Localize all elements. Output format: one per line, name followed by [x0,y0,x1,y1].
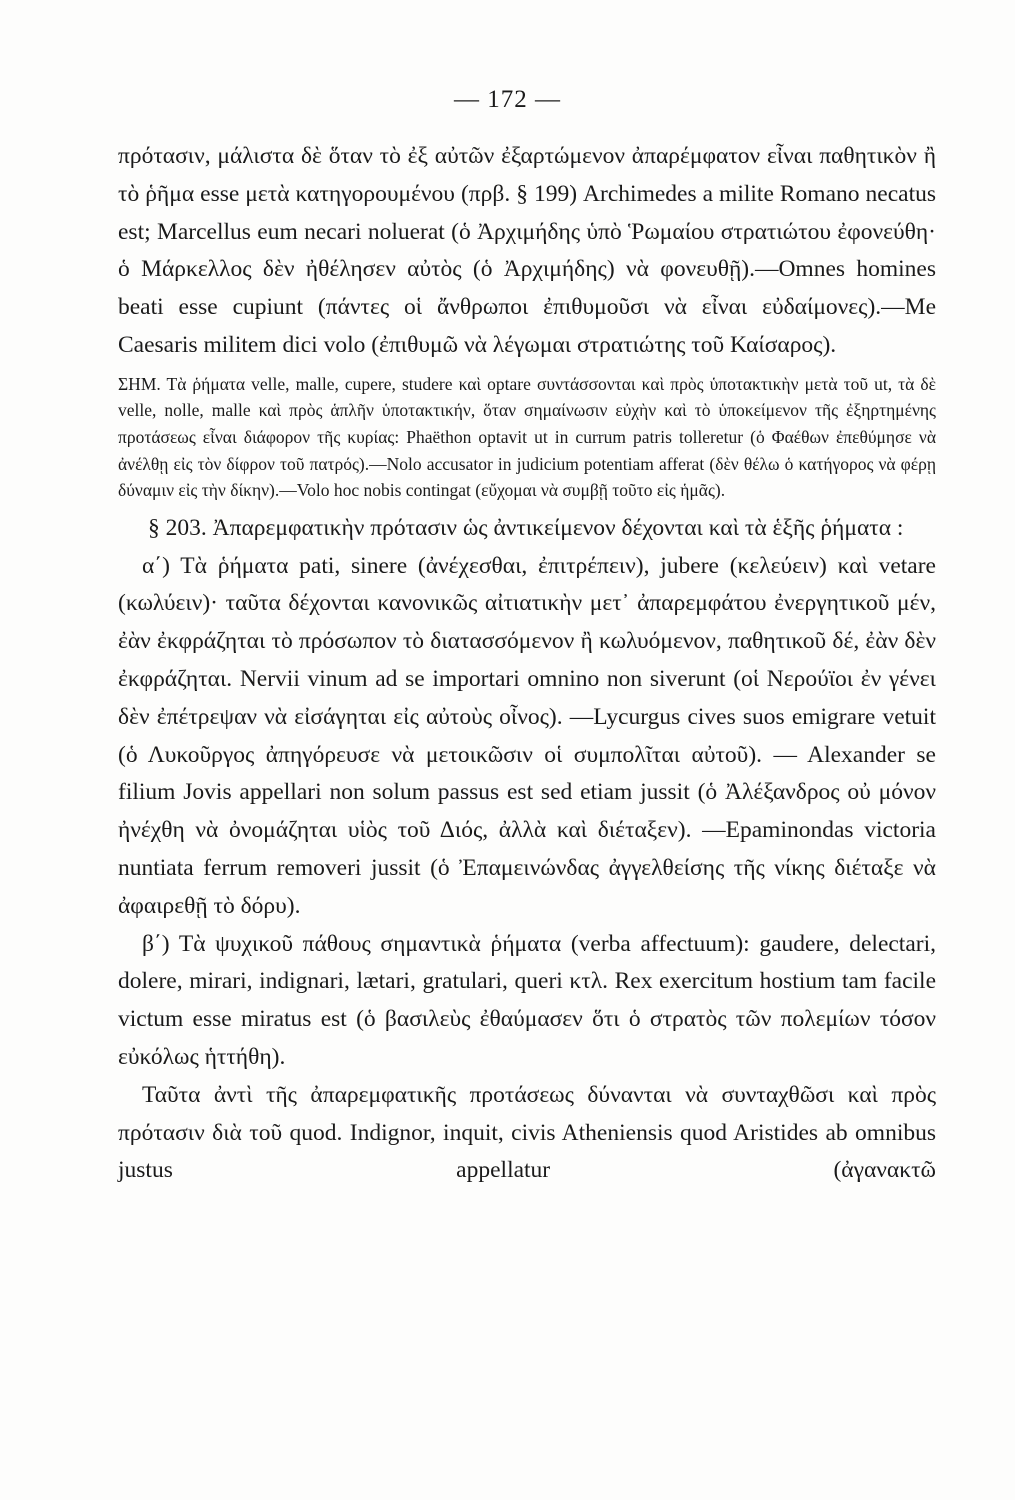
note-paragraph: ΣΗΜ. Τὰ ῥήματα velle, malle, cupere, studere καὶ optare συντάσσονται καὶ πρὸς ὑποτακτικὴν μετὰ τοῦ ut, τὰ δὲ velle, nolle, malle καὶ πρὸς ἁπλῆν ὑποτακτικήν, ὅταν σημαίνωσιν εὐχὴν καὶ τὸ ὑποκείμενον τῆς ἐξηρτημένης προτάσεως εἶναι διάφορον τῆς κυρίας: Phaëthon optavit ut in currum patris tolleretur (ὁ Φαέθων ἐπεθύμησε νὰ ἀνέλθῃ εἰς τὸν δίφρον τοῦ πατρός).—Nolo accusator in judicium potentiam afferat (δὲν θέλω ὁ κατήγορος νὰ φέρῃ δύναμιν εἰς τὴν δίκην).—Volo hoc nobis contingat (εὔχομαι νὰ συμβῇ τοῦτο εἰς ἡμᾶς). [118,373,936,501]
page-number: — 172 — [454,86,561,113]
paragraph-continuation: πρότασιν, μάλιστα δὲ ὅταν τὸ ἐξ αὐτῶν ἐξαρτώμενον ἀπαρέμφατον εἶναι παθητικὸν ἢ τὸ ῥῆμα esse μετὰ κατηγορουμένου (πρβ. § 199) Archimedes a milite Romano necatus est; Marcellus eum necari noluerat (ὁ Ἀρχιμήδης ὑπὸ Ῥωμαίου στρατιώτου ἐφονεύθη· ὁ Μάρκελλος δὲν ἠθέλησεν αὐτὸς (ὁ Ἀρχιμήδης) νὰ φονευθῇ).—Omnes homines beati esse cupiunt (πάντες οἱ ἄνθρωποι ἐπιθυμοῦσι νὰ εἶναι εὐδαίμονες).—Me Caesaris militem dici volo (ἐπιθυμῶ νὰ λέγωμαι στρατιώτης τοῦ Καίσαρος). [118,143,936,358]
paragraph-quod-construction: Ταῦτα ἀντὶ τῆς ἀπαρεμφατικῆς προτάσεως δύνανται νὰ συνταχθῶσι καὶ πρὸς πρότασιν διὰ τοῦ quod. Indignor, inquit, civis Atheniensis quod Aristides ab omnibus justus appellatur (ἀγανακτῶ [118,1081,936,1184]
page-body [118,138,936,1190]
item-a-paragraph: α΄) Τὰ ῥήματα pati, sinere (ἀνέχεσθαι, ἐπιτρέπειν), jubere (κελεύειν) καὶ vetare (κωλύειν)· ταῦτα δέχονται κανονικῶς αἰτιατικὴν μετ᾽ ἀπαρεμφάτου ἐνεργητικοῦ μέν, ἐὰν ἐκφράζηται τὸ πρόσωπον τὸ διατασσόμενον ἢ κωλυόμενον, παθητικοῦ δέ, ἐὰν δὲν ἐκφράζηται. Nervii vinum ad se importari omnino non siverunt (οἱ Νερούϊοι ἐν γένει δὲν ἐπέτρεψαν νὰ εἰσάγηται εἰς αὐτοὺς οἶνος). —Lycurgus cives suos emigrare vetuit (ὁ Λυκοῦργος ἀπηγόρευσε νὰ μετοικῶσιν οἱ συμπολῖται αὐτοῦ). — Alexander se filium Jovis appellari non solum passus est sed etiam jussit (ὁ Ἀλέξανδρος οὐ μόνον ἠνέχθη νὰ ὀνομάζηται υἱὸς τοῦ Διός, ἀλλὰ καὶ διέταξεν). —Epaminondas victoria nuntiata ferrum removeri jussit (ὁ Ἐπαμεινώνδας ἀγγελθείσης τῆς νίκης διέταξε νὰ ἀφαιρεθῇ τὸ δόρυ). [118,552,936,919]
section-203-heading: § 203. Ἀπαρεμφατικὴν πρότασιν ὡς ἀντικείμενον δέχονται καὶ τὰ ἑξῆς ῥήματα : [148,514,904,541]
item-b-paragraph: β΄) Τὰ ψυχικοῦ πάθους σημαντικὰ ῥήματα (verba affectuum): gaudere, delectari, dolere, mirari, indignari, lætari, gratulari, queri κτλ. Rex exercitum hostium tam facile victum esse miratus est (ὁ βασιλεὺς ἐθαύμασεν ὅτι ὁ στρατὸς τῶν πολεμίων τόσον εὐκόλως ἡττήθη). [118,930,936,1070]
